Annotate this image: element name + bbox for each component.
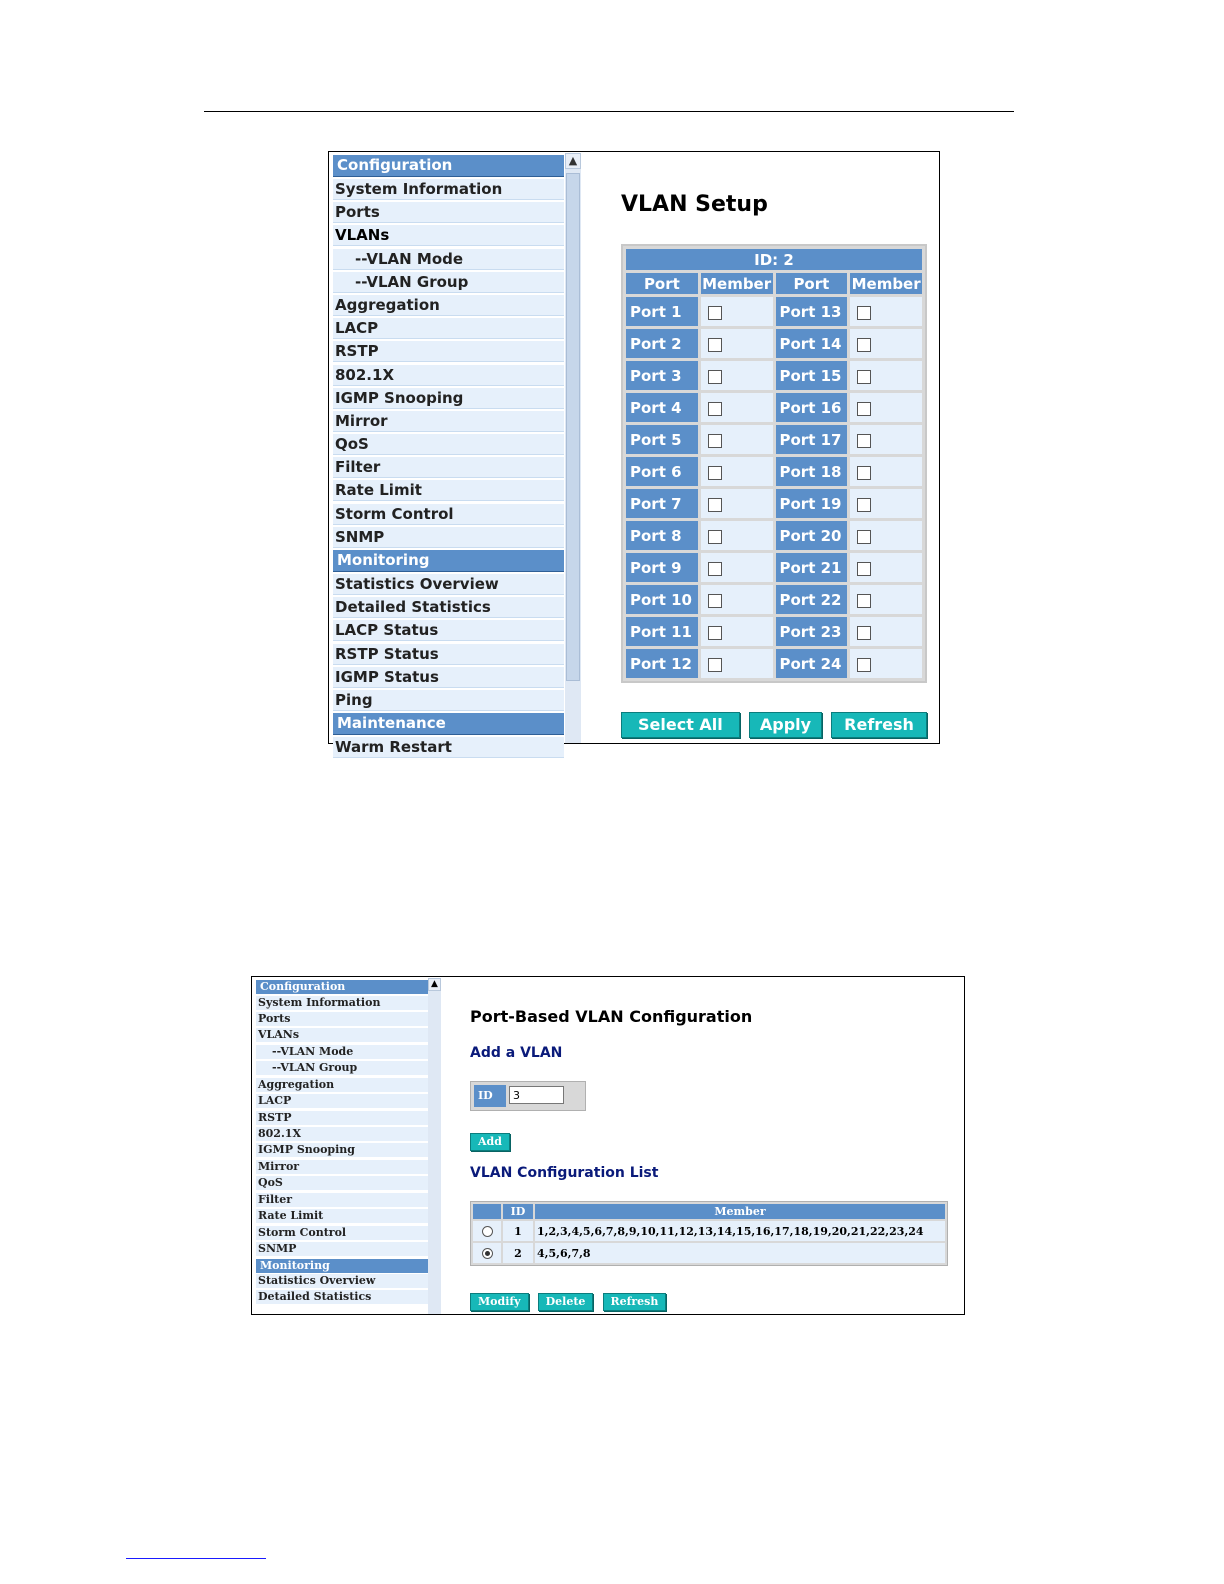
table-row <box>626 617 922 646</box>
row-radio[interactable] <box>482 1226 493 1237</box>
sidebar-item[interactable]: LACP Status <box>333 620 564 641</box>
sidebar-item[interactable]: Storm Control <box>256 1226 428 1240</box>
sidebar-item[interactable]: QoS <box>256 1176 428 1190</box>
port-label: Port 7 <box>626 489 698 518</box>
member-cell <box>850 329 922 358</box>
table-row <box>626 521 922 550</box>
sidebar-item[interactable]: LACP <box>256 1094 428 1108</box>
member-checkbox[interactable] <box>708 306 722 320</box>
table-row <box>626 425 922 454</box>
member-checkbox[interactable] <box>708 626 722 640</box>
member-cell <box>701 297 773 326</box>
member-cell <box>701 361 773 390</box>
port-label: Port 6 <box>626 457 698 486</box>
member-cell <box>701 585 773 614</box>
port-label: Port 2 <box>626 329 698 358</box>
col-select <box>473 1204 501 1219</box>
port-based-main <box>470 1007 960 1308</box>
sidebar-item[interactable]: Aggregation <box>256 1078 428 1092</box>
sidebar-item[interactable]: 802.1X <box>333 365 564 386</box>
port-label: Port 17 <box>776 425 848 454</box>
member-cell <box>850 425 922 454</box>
table-row <box>626 585 922 614</box>
port-label: Port 21 <box>776 553 848 582</box>
port-label: Port 15 <box>776 361 848 390</box>
port-label: Port 22 <box>776 585 848 614</box>
sidebar-item[interactable]: RSTP Status <box>333 644 564 665</box>
sidebar-item[interactable]: IGMP Status <box>333 667 564 688</box>
sidebar-item[interactable]: --VLAN Mode <box>333 249 564 270</box>
member-cell <box>850 553 922 582</box>
port-based-vlan-screenshot <box>251 976 965 1315</box>
vlan-id-input[interactable] <box>509 1086 564 1104</box>
table-row <box>473 1221 945 1241</box>
member-cell <box>701 617 773 646</box>
vlan-setup-main <box>621 192 921 734</box>
port-label: Port 9 <box>626 553 698 582</box>
col-id: ID <box>503 1204 533 1219</box>
sidebar-item[interactable]: QoS <box>333 434 564 455</box>
col-port: Port <box>776 273 848 294</box>
sidebar-item[interactable]: Ping <box>333 690 564 711</box>
member-cell <box>701 329 773 358</box>
sidebar-item[interactable]: Detailed Statistics <box>256 1290 428 1304</box>
port-label: Port 16 <box>776 393 848 422</box>
port-label: Port 8 <box>626 521 698 550</box>
member-cell <box>850 489 922 518</box>
select-cell <box>473 1243 501 1263</box>
table-row <box>626 393 922 422</box>
member-checkbox[interactable] <box>708 562 722 576</box>
menu-section-header: Monitoring <box>256 1259 428 1273</box>
table-row <box>626 553 922 582</box>
delete-button[interactable]: Delete <box>538 1293 594 1311</box>
action-buttons <box>621 712 931 738</box>
sidebar-scrollbar[interactable] <box>565 153 581 743</box>
vlan-config-list <box>470 1201 948 1266</box>
vlan-id-label: ID <box>474 1085 506 1107</box>
sidebar-item[interactable]: SNMP <box>333 527 564 548</box>
member-checkbox[interactable] <box>708 594 722 608</box>
sidebar-item[interactable]: --VLAN Group <box>333 272 564 293</box>
member-checkbox[interactable] <box>857 466 871 480</box>
apply-button[interactable]: Apply <box>749 712 822 738</box>
port-label: Port 5 <box>626 425 698 454</box>
select-cell <box>473 1221 501 1241</box>
port-label: Port 4 <box>626 393 698 422</box>
sidebar-item[interactable]: Filter <box>333 457 564 478</box>
header-rule <box>204 111 1014 112</box>
menu-section-header: Maintenance <box>333 713 564 735</box>
member-cell <box>850 393 922 422</box>
member-checkbox[interactable] <box>857 434 871 448</box>
port-label: Port 12 <box>626 649 698 678</box>
member-checkbox[interactable] <box>708 434 722 448</box>
col-member: Member <box>702 274 772 293</box>
menu-section-header: Monitoring <box>333 550 564 572</box>
member-checkbox[interactable] <box>857 306 871 320</box>
member-cell <box>701 457 773 486</box>
member-checkbox[interactable] <box>857 370 871 384</box>
sidebar-item[interactable]: Statistics Overview <box>256 1274 428 1288</box>
col-port: Port <box>626 273 698 294</box>
member-checkbox[interactable] <box>708 338 722 352</box>
col-member: Member <box>535 1204 945 1219</box>
menu-section-header: Configuration <box>333 155 564 177</box>
sidebar-item[interactable]: Warm Restart <box>333 737 564 758</box>
scroll-up-icon[interactable]: ▲ <box>565 153 581 169</box>
port-label: Port 10 <box>626 585 698 614</box>
member-checkbox[interactable] <box>708 402 722 416</box>
scrollbar-thumb[interactable] <box>566 173 580 681</box>
member-cell <box>850 617 922 646</box>
member-checkbox[interactable] <box>857 658 871 672</box>
col-member: Member <box>851 274 921 293</box>
modify-button[interactable]: Modify <box>470 1293 529 1311</box>
port-label: Port 13 <box>776 297 848 326</box>
sidebar-item[interactable]: --VLAN Group <box>256 1061 428 1075</box>
sidebar-item[interactable]: IGMP Snooping <box>333 388 564 409</box>
scroll-up-icon[interactable]: ▲ <box>428 978 441 991</box>
sidebar-menu <box>331 153 564 760</box>
port-label: Port 18 <box>776 457 848 486</box>
menu-section-header: Configuration <box>256 980 428 994</box>
add-button[interactable]: Add <box>470 1133 510 1151</box>
action-buttons <box>470 1290 670 1311</box>
member-checkbox[interactable] <box>708 530 722 544</box>
sidebar-item[interactable]: System Information <box>256 996 428 1010</box>
sidebar-item[interactable]: Mirror <box>256 1160 428 1174</box>
member-cell <box>850 457 922 486</box>
sidebar-item[interactable]: Rate Limit <box>256 1209 428 1223</box>
member-cell <box>850 361 922 390</box>
row-radio[interactable] <box>482 1248 493 1259</box>
vlan-member-table <box>621 244 927 683</box>
sidebar-item[interactable]: Statistics Overview <box>333 574 564 595</box>
sidebar-item[interactable]: LACP <box>333 318 564 339</box>
port-label: Port 23 <box>776 617 848 646</box>
vlan-member-cell: 4,5,6,7,8 <box>535 1243 945 1263</box>
port-label: Port 3 <box>626 361 698 390</box>
sidebar-item[interactable]: SNMP <box>256 1242 428 1256</box>
table-row <box>473 1243 945 1263</box>
sidebar-scrollbar[interactable] <box>428 978 441 1314</box>
member-cell <box>850 585 922 614</box>
port-label: Port 1 <box>626 297 698 326</box>
sidebar-menu <box>254 979 428 1307</box>
page-title: Port-Based VLAN Configuration <box>470 1007 753 1026</box>
member-cell <box>850 649 922 678</box>
table-row <box>626 489 922 518</box>
table-row <box>626 457 922 486</box>
member-cell <box>701 649 773 678</box>
member-checkbox[interactable] <box>857 562 871 576</box>
sidebar-item[interactable]: Detailed Statistics <box>333 597 564 618</box>
add-vlan-heading: Add a VLAN <box>470 1045 563 1061</box>
table-row <box>626 297 922 326</box>
member-checkbox[interactable] <box>857 626 871 640</box>
sidebar-item[interactable]: Aggregation <box>333 295 564 316</box>
vlan-id-header: ID: 2 <box>626 249 922 270</box>
member-checkbox[interactable] <box>708 370 722 384</box>
sidebar-item[interactable]: System Information <box>333 179 564 200</box>
vlan-setup-screenshot <box>328 151 940 757</box>
refresh-button[interactable]: Refresh <box>603 1293 667 1311</box>
sidebar-item[interactable]: 802.1X <box>256 1127 428 1141</box>
table-row <box>626 329 922 358</box>
port-label: Port 20 <box>776 521 848 550</box>
member-checkbox[interactable] <box>708 498 722 512</box>
sidebar-item[interactable]: VLANs <box>256 1028 428 1042</box>
vlan-id-cell: 1 <box>503 1221 533 1241</box>
sidebar-item[interactable]: VLANs <box>333 225 564 246</box>
sidebar-item[interactable]: IGMP Snooping <box>256 1143 428 1157</box>
member-cell <box>701 489 773 518</box>
port-label: Port 11 <box>626 617 698 646</box>
sidebar-item[interactable]: Storm Control <box>333 504 564 525</box>
member-checkbox[interactable] <box>857 498 871 512</box>
member-cell <box>850 297 922 326</box>
sidebar-item[interactable]: Ports <box>256 1012 428 1026</box>
sidebar-item[interactable]: --VLAN Mode <box>256 1045 428 1059</box>
table-row <box>626 361 922 390</box>
refresh-button[interactable]: Refresh <box>831 712 927 738</box>
table-row <box>626 649 922 678</box>
member-checkbox[interactable] <box>708 658 722 672</box>
member-cell <box>701 393 773 422</box>
footer-link-underline <box>126 1558 266 1559</box>
member-cell <box>701 425 773 454</box>
member-checkbox[interactable] <box>857 594 871 608</box>
vlan-id-cell: 2 <box>503 1243 533 1263</box>
member-checkbox[interactable] <box>857 402 871 416</box>
member-checkbox[interactable] <box>857 530 871 544</box>
page-title: VLAN Setup <box>621 192 768 217</box>
sidebar-item[interactable]: RSTP <box>333 341 564 362</box>
port-label: Port 19 <box>776 489 848 518</box>
member-cell <box>701 553 773 582</box>
member-checkbox[interactable] <box>708 466 722 480</box>
sidebar-item[interactable]: Rate Limit <box>333 480 564 501</box>
sidebar-item[interactable]: Filter <box>256 1193 428 1207</box>
sidebar-item[interactable]: RSTP <box>256 1111 428 1125</box>
sidebar-item[interactable]: Ports <box>333 202 564 223</box>
select-all-button[interactable]: Select All <box>621 712 740 738</box>
member-cell <box>701 521 773 550</box>
sidebar-item[interactable]: Mirror <box>333 411 564 432</box>
vlan-id-form <box>470 1081 586 1111</box>
port-label: Port 24 <box>776 649 848 678</box>
member-checkbox[interactable] <box>857 338 871 352</box>
member-cell <box>850 521 922 550</box>
vlan-member-cell: 1,2,3,4,5,6,7,8,9,10,11,12,13,14,15,16,17,18,19,20,21,22,23,24 <box>535 1221 945 1241</box>
port-label: Port 14 <box>776 329 848 358</box>
vlan-list-heading: VLAN Configuration List <box>470 1165 659 1181</box>
